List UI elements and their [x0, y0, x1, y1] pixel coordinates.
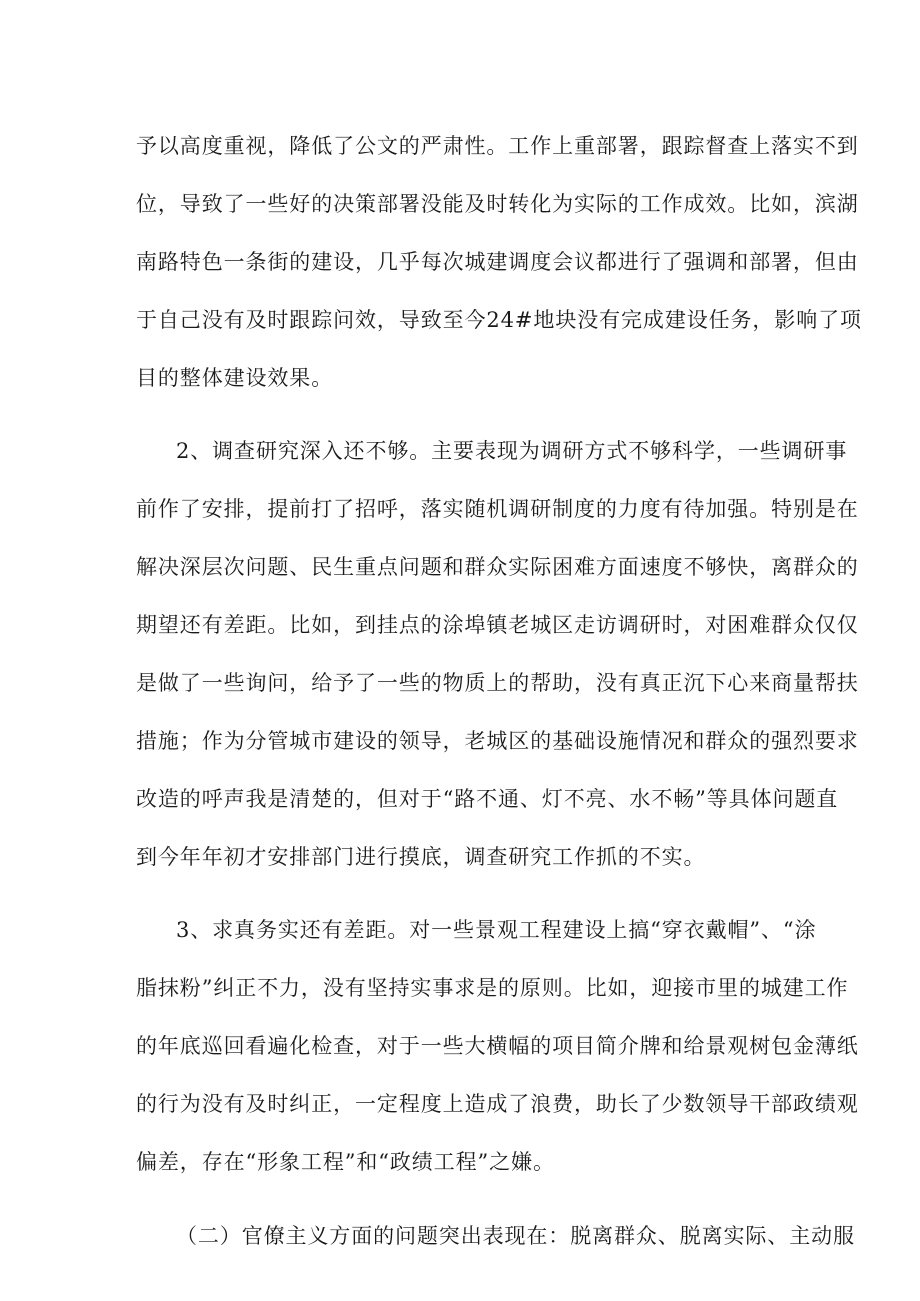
- text-line: 2、调查研究深入还不够。主要表现为调研方式不够科学，一些调研事: [176, 439, 848, 463]
- text-line: 改造的呼声我是清楚的，但对于“路不通、灯不亮、水不畅”等具体问题直: [136, 787, 839, 811]
- text-line: 南路特色一条街的建设，几乎每次城建调度会议都进行了强调和部署，但由: [136, 250, 859, 274]
- text-line: 予以高度重视，降低了公文的严肃性。工作上重部署，跟踪督查上落实不到: [136, 134, 859, 158]
- text-line: 期望还有差距。比如，到挂点的涂埠镇老城区走访调研时，对困难群众仅仅: [136, 613, 859, 637]
- text-line: 到今年年初才安排部门进行摸底，调查研究工作抓的不实。: [136, 845, 706, 869]
- text-line: 脂抹粉”纠正不力，没有坚持实事求是的原则。比如，迎接市里的城建工作: [136, 976, 849, 1000]
- text-line: 于自己没有及时跟踪问效，导致至今24#地块没有完成建设任务，影响了项: [136, 308, 862, 332]
- text-line: （二）官僚主义方面的问题突出表现在：脱离群众、脱离实际、主动服: [176, 1224, 855, 1248]
- text-line: 的年底巡回看遍化检查，对于一些大横幅的项目简介牌和给景观树包金薄纸: [136, 1034, 859, 1058]
- text-line: 偏差，存在“形象工程”和“政绩工程”之嫌。: [136, 1150, 555, 1174]
- text-line: 解决深层次问题、民生重点问题和群众实际困难方面速度不够快，离群众的: [136, 555, 859, 579]
- text-line: 3、求真务实还有差距。对一些景观工程建设上搞“穿衣戴帽”、“涂: [176, 918, 817, 942]
- text-line: 位，导致了一些好的决策部署没能及时转化为实际的工作成效。比如，滨湖: [136, 192, 859, 216]
- text-line: 是做了一些询问，给予了一些的物质上的帮助，没有真正沉下心来商量帮扶: [136, 671, 859, 695]
- text-line: 措施；作为分管城市建设的领导，老城区的基础设施情况和群众的强烈要求: [136, 729, 859, 753]
- text-line: 目的整体建设效果。: [136, 366, 334, 390]
- text-line: 前作了安排，提前打了招呼，落实随机调研制度的力度有待加强。特别是在: [136, 497, 859, 521]
- text-line: 的行为没有及时纠正，一定程度上造成了浪费，助长了少数领导干部政绩观: [136, 1092, 859, 1116]
